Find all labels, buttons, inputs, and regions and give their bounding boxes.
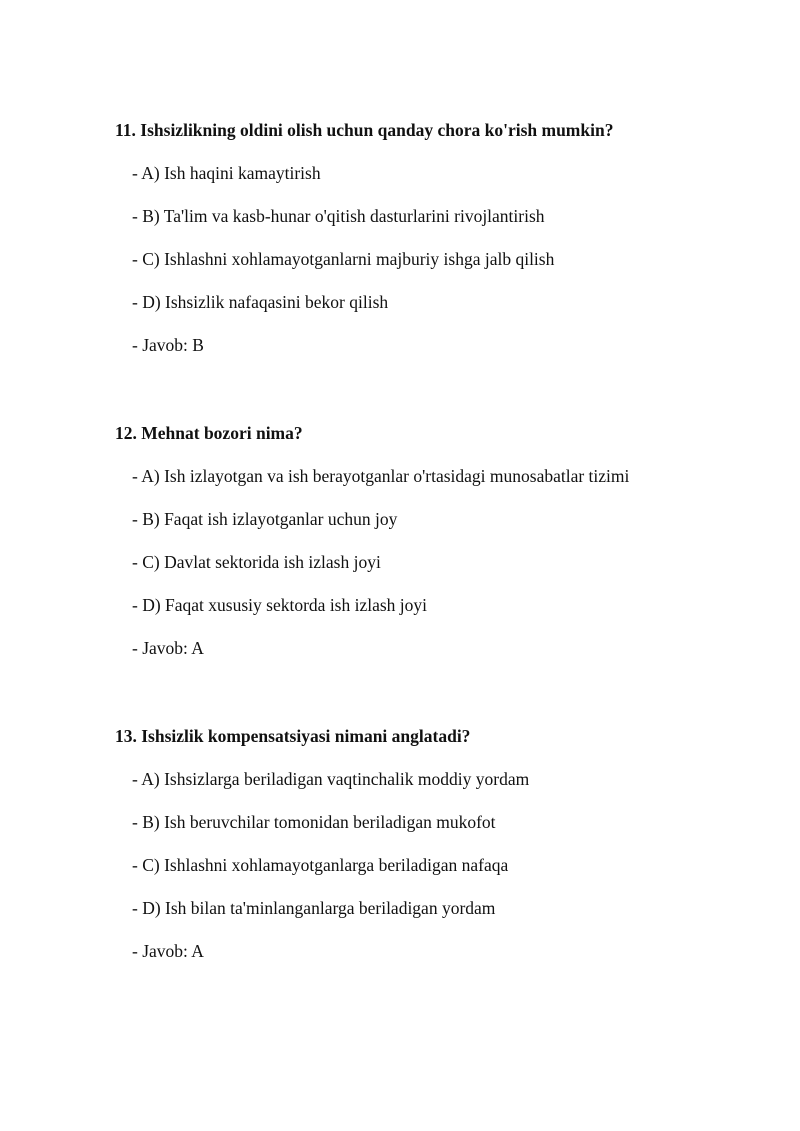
question-title: 12. Mehnat bozori nima? [115,423,303,443]
option-b: - B) Ta'lim va kasb-hunar o'qitish dasturlarini rivojlantirish [132,206,545,226]
option-d: - D) Faqat xususiy sektorda ish izlash joyi [132,595,428,615]
answer-line: - Javob: B [132,335,204,355]
option-b: - B) Faqat ish izlayotganlar uchun joy [132,509,398,529]
option-a: - A) Ish haqini kamaytirish [132,163,321,183]
option-c: - C) Davlat sektorida ish izlash joyi [132,552,381,572]
answer-line: - Javob: A [132,638,204,658]
question-title: 13. Ishsizlik kompensatsiyasi nimani anglatadi? [115,726,471,746]
option-d: - D) Ishsizlik nafaqasini bekor qilish [132,292,389,312]
option-c: - C) Ishlashni xohlamayotganlarga beriladigan nafaqa [132,855,509,875]
answer-line: - Javob: A [132,941,204,961]
question-title: 11. Ishsizlikning oldini olish uchun qanday chora ko'rish mumkin? [115,120,614,140]
option-a: - A) Ish izlayotgan va ish berayotganlar o'rtasidagi munosabatlar tizimi [132,466,630,486]
option-a: - A) Ishsizlarga beriladigan vaqtinchalik moddiy yordam [132,769,530,789]
option-b: - B) Ish beruvchilar tomonidan beriladigan mukofot [132,812,496,832]
option-c: - C) Ishlashni xohlamayotganlarni majburiy ishga jalb qilish [132,249,555,269]
option-d: - D) Ish bilan ta'minlanganlarga beriladigan yordam [132,898,496,918]
